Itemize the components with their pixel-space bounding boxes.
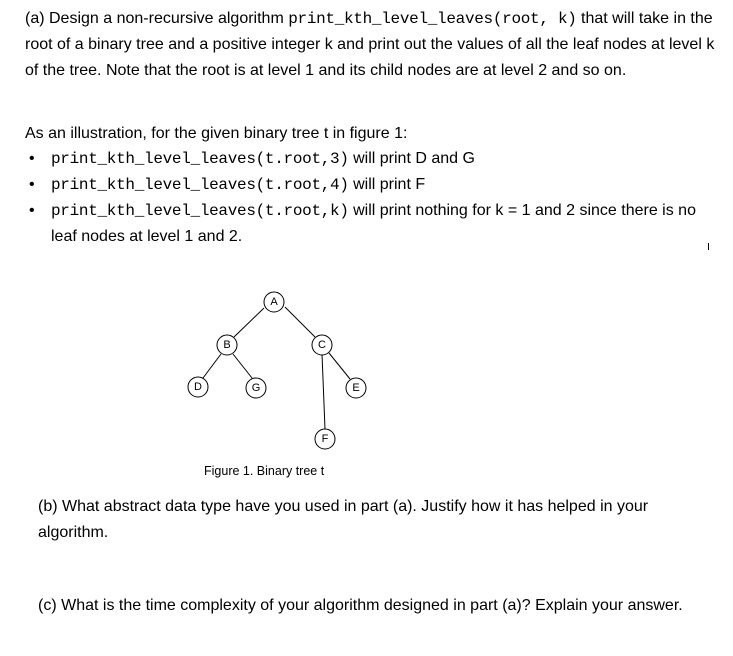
example-call-code: print_kth_level_leaves(t.root,k) — [51, 202, 349, 220]
example-call-code: print_kth_level_leaves(t.root,4) — [51, 176, 349, 194]
example-call-result: will print F — [348, 176, 426, 193]
example-call-result: will print D and G — [348, 150, 475, 167]
tree-node-c — [312, 335, 332, 355]
bullet-icon: • — [29, 202, 35, 219]
tree-node-label: A — [270, 296, 278, 308]
tree-node-a — [264, 292, 284, 312]
tree-edge-a-c — [285, 307, 315, 337]
tree-node-label: D — [194, 381, 202, 393]
figure-caption: Figure 1. Binary tree t — [204, 464, 325, 478]
list-item — [25, 146, 715, 172]
tree-node-d — [188, 377, 208, 397]
list-item — [25, 172, 715, 198]
tree-node-label: C — [318, 339, 326, 351]
question-part-b: (b) What abstract data type have you used in part (a). Justify how it has helped in your algorithm. — [38, 498, 649, 541]
tree-node-label: F — [321, 433, 329, 445]
tree-edge-c-f — [322, 354, 325, 429]
tree-node-label: E — [352, 382, 360, 394]
tree-node-g — [246, 378, 266, 398]
tree-edge-b-g — [233, 354, 252, 378]
example-call-code: print_kth_level_leaves(t.root,3) — [51, 150, 349, 168]
bullet-icon: • — [29, 150, 35, 167]
question-part-c: (c) What is the time complexity of your algorithm designed in part (a)? Explain your answer. — [38, 597, 683, 614]
example-call-result: will print nothing for k = 1 and 2 since there is no leaf nodes at level 1 and 2. — [51, 202, 696, 245]
tree-edge-b-d — [203, 354, 221, 378]
binary-tree-figure — [170, 282, 400, 454]
tree-edge-c-e — [329, 353, 350, 379]
part-a-function-signature: print_kth_level_leaves(root, k) — [288, 10, 577, 28]
question-part-a — [25, 6, 715, 84]
tree-node-e — [346, 378, 366, 398]
list-item — [25, 198, 715, 250]
bullet-icon: • — [29, 176, 35, 193]
tree-node-b — [217, 335, 237, 355]
part-a-prefix: (a) Design a non-recursive algorithm — [25, 10, 289, 27]
illustration-intro: As an illustration, for the given binary tree t in figure 1: — [25, 125, 408, 142]
tree-node-label: G — [251, 382, 261, 394]
tree-node-f — [315, 429, 335, 449]
tree-edge-a-b — [234, 308, 264, 337]
stray-mark — [708, 243, 709, 250]
tree-node-label: B — [223, 339, 231, 351]
example-call-list — [25, 146, 715, 250]
part-a-suffix: that will take in the root of a binary tree and a positive integer k and print out the values of all the leaf nodes at level k of the tree. Note that the root is at level 1 and its child nodes are at level 2 and so on. — [25, 10, 715, 79]
